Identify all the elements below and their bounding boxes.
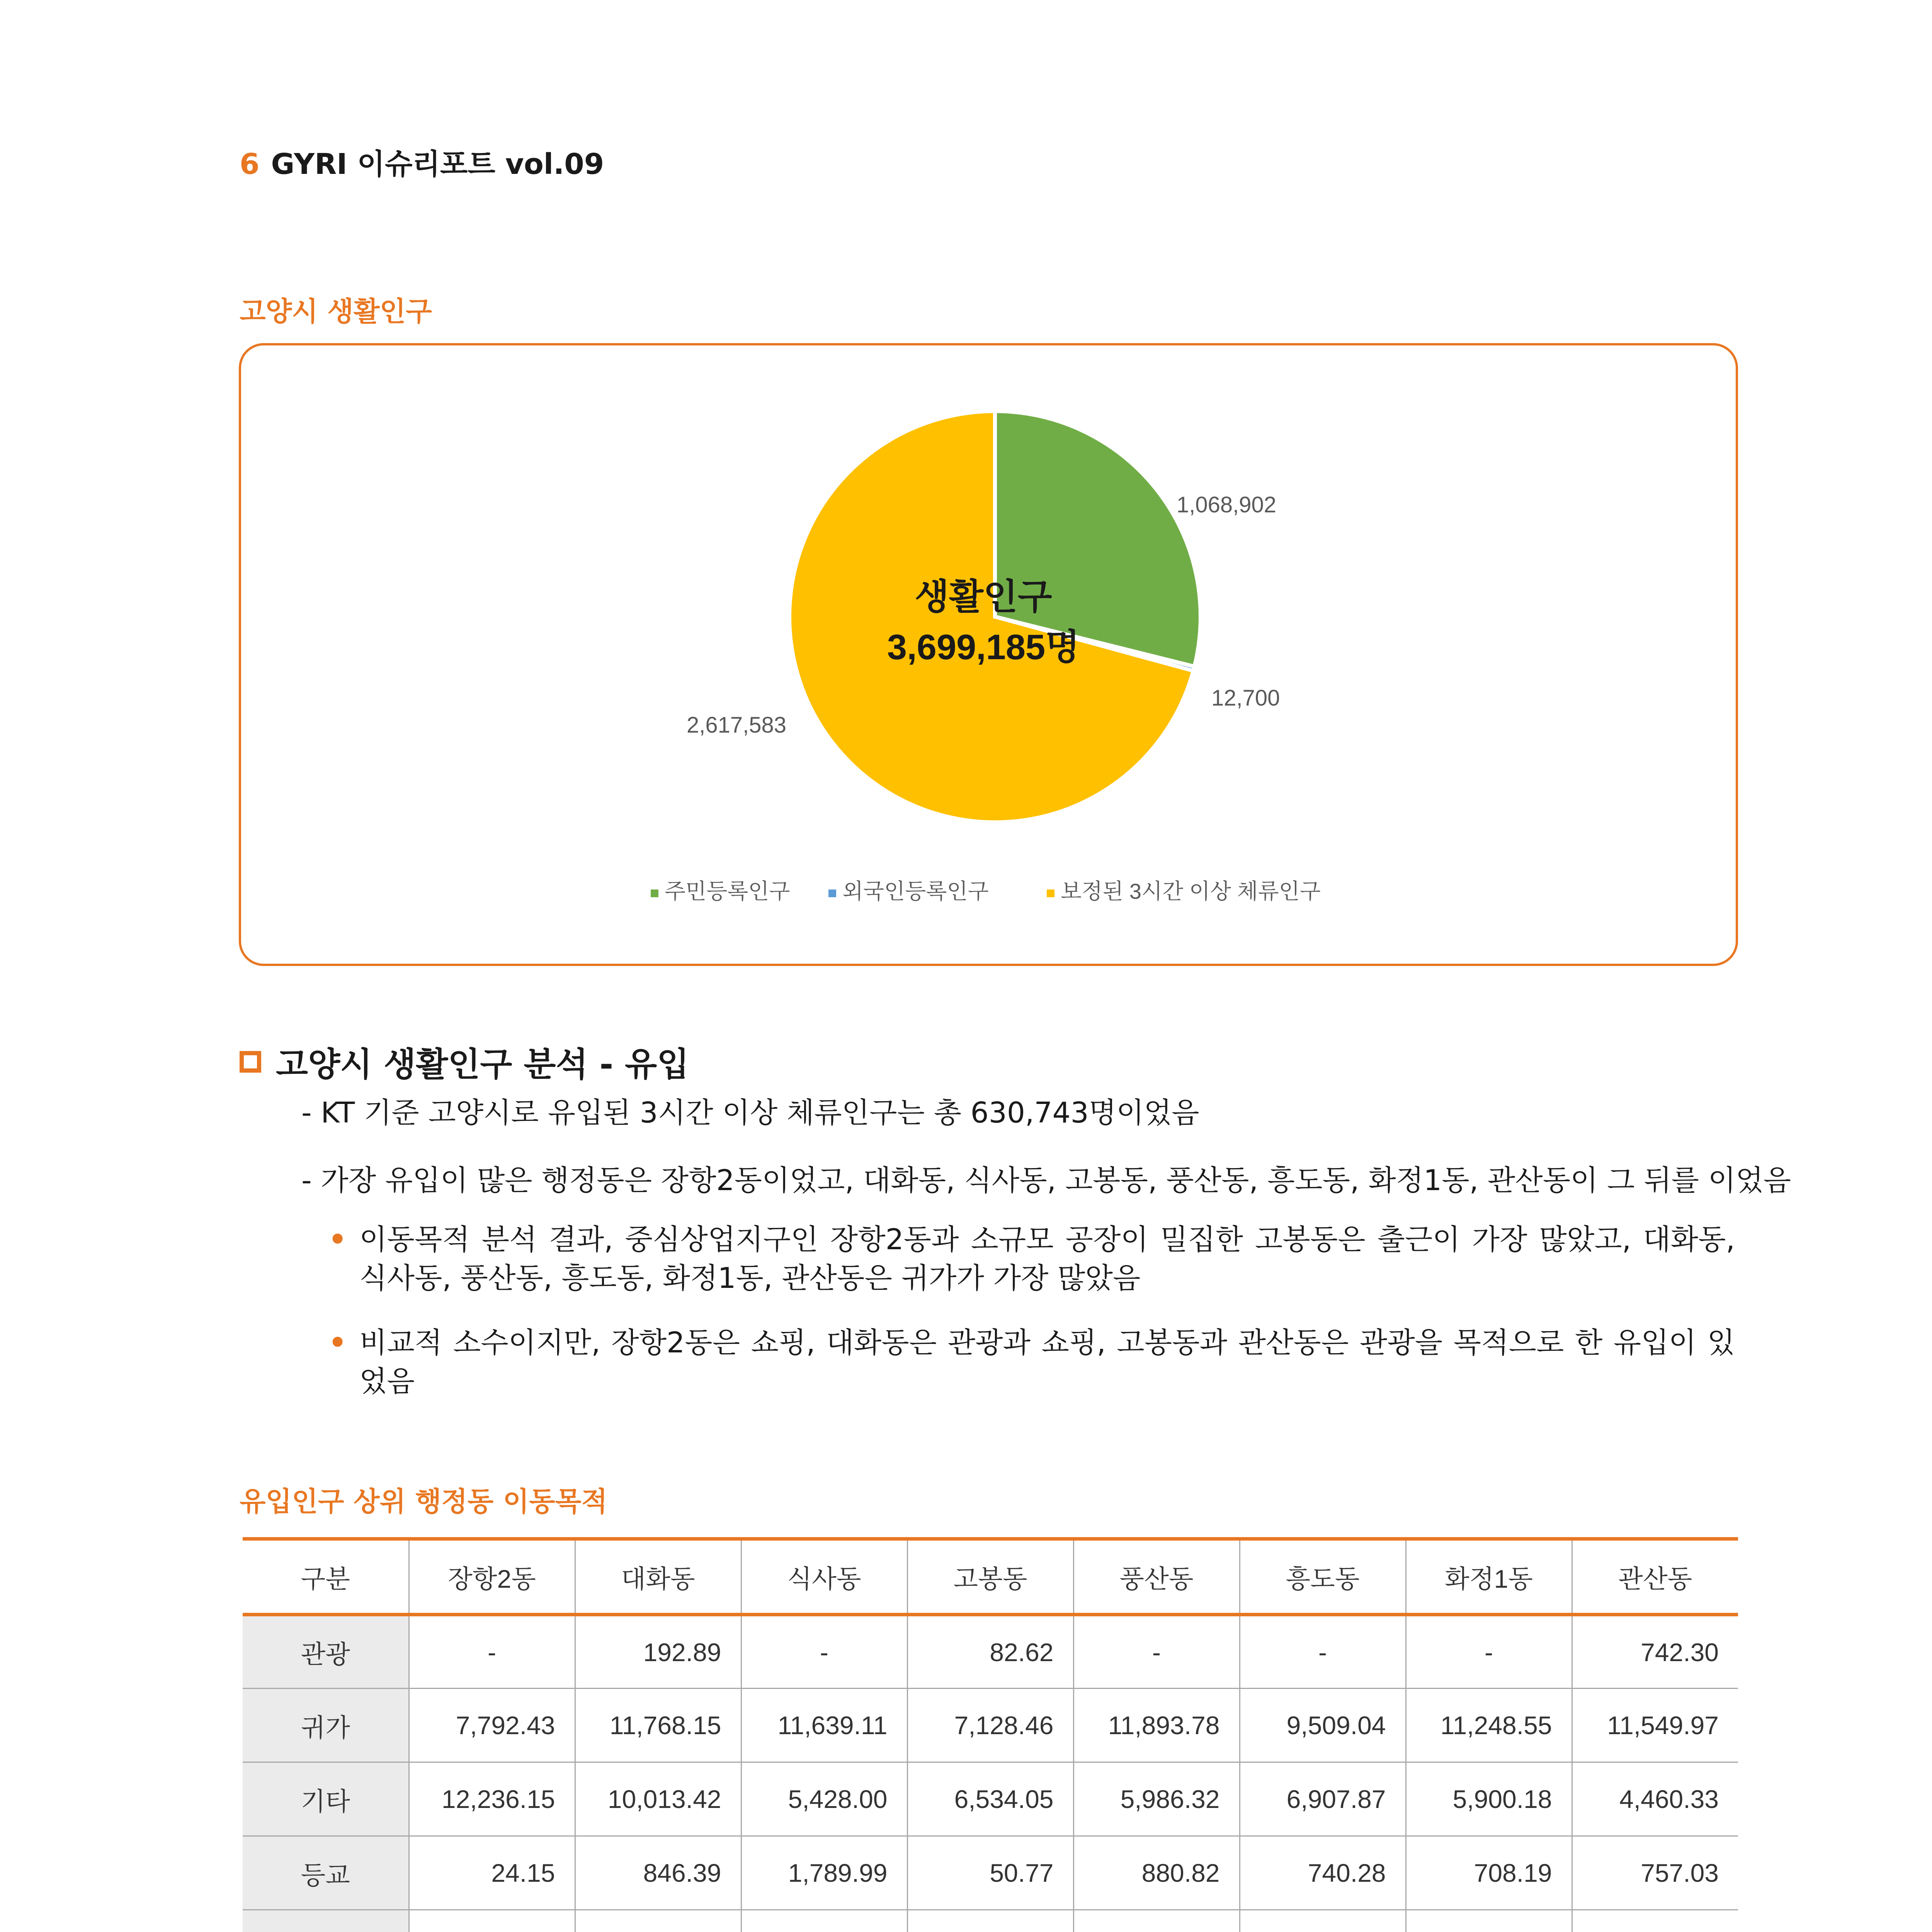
column-header: 관산동 [1572, 1539, 1738, 1615]
legend-swatch [828, 889, 836, 897]
report-title: GYRI 이슈리포트 vol.09 [271, 148, 604, 181]
table-cell: 880.82 [1073, 1836, 1240, 1910]
legend-swatch [1047, 889, 1054, 897]
table-cell: 50.77 [907, 1836, 1073, 1910]
bullet-minor-purposes: 비교적 소수이지만, 장항2동은 쇼핑, 대화동은 관광과 쇼핑, 고봉동과 관산동은 관광을 목적으로 한 유입이 있었음 [359, 1326, 1735, 1398]
table-cell: 740.28 [1240, 1836, 1406, 1910]
table-cell: 11,549.97 [1572, 1689, 1738, 1762]
table-cell [1406, 1910, 1572, 1932]
center-label: 생활인구 [915, 577, 1052, 617]
bullet-purpose-analysis: 이동목적 분석 결과, 중심상업지구인 장항2동과 소규모 공장이 밀집한 고봉동은 출근이 가장 많았고, 대화동, 식사동, 풍산동, 흥도동, 화정1동, 관산동은 귀가가 가장 많았음 [359, 1223, 1735, 1295]
row-header-cell: 등교 [243, 1836, 409, 1910]
table-cell: 708.19 [1406, 1836, 1572, 1910]
column-header: 고봉동 [907, 1539, 1073, 1615]
section-heading [240, 1037, 689, 1085]
bullet-dot: • [328, 1223, 347, 1256]
table-row [243, 1689, 1738, 1762]
table-cell: 11,639.11 [741, 1689, 907, 1762]
center-value: 3,699,185명 [887, 628, 1080, 667]
legend-label: 외국인등록인구 [842, 879, 989, 903]
bullet-dot: • [328, 1326, 347, 1359]
table-caption: 유입인구 상위 행정동 이동목적 [240, 1486, 608, 1517]
table-cell: - [409, 1615, 575, 1689]
table-cell: 10,013.42 [575, 1762, 741, 1836]
table-cell: - [1073, 1615, 1240, 1689]
row-header-cell: 귀가 [243, 1689, 409, 1762]
square-bullet-icon [240, 1051, 261, 1073]
table-cell: 24.15 [409, 1836, 575, 1910]
table-cell: 7,128.46 [907, 1689, 1073, 1762]
column-header: 흥도동 [1240, 1539, 1406, 1615]
table-cell: - [741, 1615, 907, 1689]
table-cell: 6,534.05 [907, 1762, 1073, 1836]
legend-swatch [651, 889, 658, 897]
column-header: 대화동 [575, 1539, 741, 1615]
column-header: 식사동 [741, 1539, 907, 1615]
paragraph-top-dongs: - 가장 유입이 많은 행정동은 장항2동이었고, 대화동, 식사동, 고봉동, 풍산동, 흥도동, 화정1동, 관산동이 그 뒤를 이었음 [301, 1164, 1791, 1197]
data-label: 2,617,583 [686, 713, 786, 738]
table-cell: 5,986.32 [1073, 1762, 1240, 1836]
table-cell [907, 1910, 1073, 1932]
table-cell: 846.39 [575, 1836, 741, 1910]
table-cell: 5,428.00 [741, 1762, 907, 1836]
table-cell [1240, 1910, 1406, 1932]
chart-caption: 고양시 생활인구 [240, 296, 432, 327]
table-cell: 5,900.18 [1406, 1762, 1572, 1836]
table-header-row [243, 1539, 1738, 1615]
row-header-cell [243, 1910, 409, 1932]
table-row [243, 1836, 1738, 1910]
inflow-purpose-table [243, 1537, 1738, 1932]
column-header: 구분 [243, 1539, 409, 1615]
table-cell: 742.30 [1572, 1615, 1738, 1689]
pie-chart [241, 345, 1736, 964]
table-cell [575, 1910, 741, 1932]
table-row [243, 1910, 1738, 1932]
table-cell: 11,893.78 [1073, 1689, 1240, 1762]
table-cell: 11,248.55 [1406, 1689, 1572, 1762]
table-cell [741, 1910, 907, 1932]
table-cell: 7,792.43 [409, 1689, 575, 1762]
table-cell: 1,789.99 [741, 1836, 907, 1910]
table-cell: 192.89 [575, 1615, 741, 1689]
legend-label: 주민등록인구 [665, 879, 790, 903]
column-header: 장항2동 [409, 1539, 575, 1615]
data-label: 12,700 [1211, 685, 1280, 711]
table-cell: 4,460.33 [1572, 1762, 1738, 1836]
table-cell: - [1240, 1615, 1406, 1689]
table-cell [1572, 1910, 1738, 1932]
table-cell: 82.62 [907, 1615, 1073, 1689]
section-heading-text: 고양시 생활인구 분석 - 유입 [276, 1045, 689, 1084]
row-header-cell: 관광 [243, 1615, 409, 1689]
data-label: 1,068,902 [1177, 492, 1277, 517]
paragraph-total-inflow: - KT 기준 고양시로 유입된 3시간 이상 체류인구는 총 630,743명이었음 [301, 1096, 1199, 1129]
column-header: 풍산동 [1073, 1539, 1240, 1615]
table-cell: 12,236.15 [409, 1762, 575, 1836]
column-header: 화정1동 [1406, 1539, 1572, 1615]
chart-box [239, 343, 1738, 966]
page-number: 6 [240, 148, 260, 181]
legend-label: 보정된 3시간 이상 체류인구 [1061, 879, 1321, 903]
table-row [243, 1762, 1738, 1836]
table-cell: 9,509.04 [1240, 1689, 1406, 1762]
table-row [243, 1615, 1738, 1689]
row-header-cell: 기타 [243, 1762, 409, 1836]
table-cell [409, 1910, 575, 1932]
table-cell: 6,907.87 [1240, 1762, 1406, 1836]
table-cell: 757.03 [1572, 1836, 1738, 1910]
table-cell: 11,768.15 [575, 1689, 741, 1762]
page-header [240, 143, 604, 185]
table-cell: - [1406, 1615, 1572, 1689]
table-cell [1073, 1910, 1240, 1932]
